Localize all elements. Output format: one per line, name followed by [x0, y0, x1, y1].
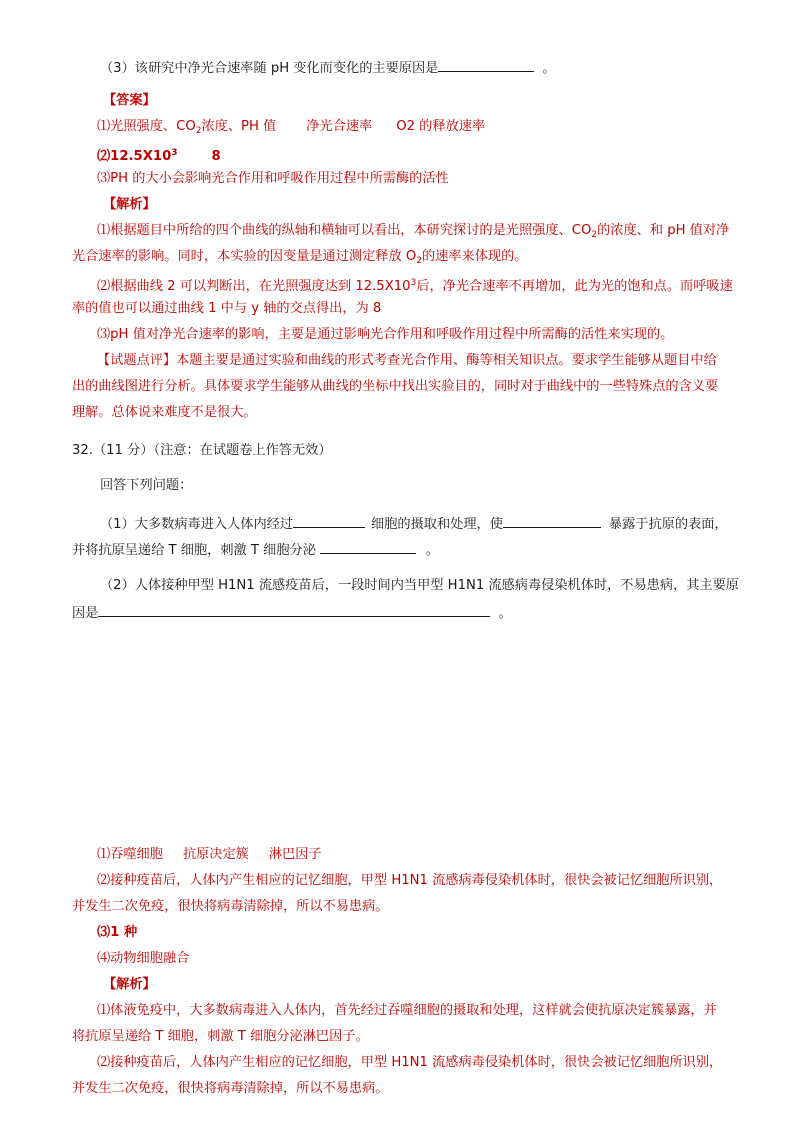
- question-32-intro: 回答下列问题：: [100, 478, 193, 493]
- answer-blank[interactable]: [320, 539, 416, 554]
- analysis2-p2-line-1: ⑵接种疫苗后，人体内产生相应的记忆细胞，甲型 H1N1 流感病毒侵染机体时，很快会被记忆细胞所识别，: [97, 1055, 723, 1070]
- question-32-sub2-line-2: 因是 。: [72, 602, 512, 624]
- analysis2-heading: 【解析】: [103, 977, 156, 992]
- answer-heading: 【答案】: [103, 93, 156, 108]
- answer2-line-4: ⑶1 种: [97, 925, 138, 940]
- question-32-title: 32.（11 分）（注意：在试题卷上作答无效）: [72, 443, 332, 458]
- answer-blank[interactable]: [438, 57, 534, 72]
- analysis2-p2-line-2: 并发生二次免疫，很快将病毒清除掉，所以不易患病。: [72, 1081, 389, 1096]
- answer2-line-3: 并发生二次免疫，很快将病毒清除掉，所以不易患病。: [72, 899, 389, 914]
- comment-line-2: 出的曲线图进行分析。具体要求学生能够从曲线的坐标中找出实验目的，同时对于曲线中的一些特殊点的含义要: [72, 379, 719, 394]
- question-3: （3）该研究中净光合速率随 pH 变化而变化的主要原因是 。: [100, 57, 556, 79]
- analysis-p3: ⑶pH 值对净光合速率的影响，主要是通过影响光合作用和呼吸作用过程中所需酶的活性来实现的。: [97, 327, 674, 342]
- analysis-p1-line-2: 光合速率的影响。同时，本实验的因变量是通过测定释放 $O_2$的速率来体现的。: [72, 249, 528, 266]
- question-32-sub1-line-1: （1）大多数病毒进入人体内经过 细胞的摄取和处理，使 暴露于抗原的表面，: [100, 513, 728, 535]
- answer-line-3: ⑶PH 的大小会影响光合作用和呼吸作用过程中所需酶的活性: [97, 171, 449, 186]
- answer-line-2: $⑵12.5X10^3$ 8: [97, 148, 221, 164]
- comment-line-1: 【试题点评】本题主要是通过实验和曲线的形式考查光合作用、酶等相关知识点。要求学生能够从题目中给: [97, 353, 717, 368]
- answer-blank[interactable]: [503, 513, 601, 528]
- answer-line-1: ⑴光照强度、$CO_2$浓度、PH 值 净光合速率 O2 的释放速率: [97, 119, 486, 136]
- question-32-sub1-line-2: 并将抗原呈递给 T 细胞，刺激 T 细胞分泌 。: [72, 539, 439, 561]
- analysis-p2-line-2: 率的值也可以通过曲线 1 中与 y 轴的交点得出，为 8: [72, 301, 382, 316]
- analysis2-p1-line-2: 将抗原呈递给 T 细胞，刺激 T 细胞分泌淋巴因子。: [72, 1029, 369, 1044]
- comment-line-3: 理解。总体说来难度不是很大。: [72, 405, 257, 420]
- answer-blank[interactable]: [293, 513, 365, 528]
- answer2-line-1: ⑴吞噬细胞 抗原决定簇 淋巴因子: [97, 847, 322, 862]
- answer-blank[interactable]: [98, 602, 490, 617]
- analysis2-p1-line-1: ⑴体液免疫中，大多数病毒进入人体内，首先经过吞噬细胞的摄取和处理，这样就会使抗原决定簇暴露，并: [97, 1003, 717, 1018]
- analysis-p2-line-1: ⑵根据曲线 2 可以判断出，在光照强度达到 $12.5X10^3$后，净光合速率不再增加，此为光的饱和点。而呼吸速: [97, 278, 733, 294]
- answer2-line-5: ⑷动物细胞融合: [97, 951, 190, 966]
- answer2-line-2: ⑵接种疫苗后，人体内产生相应的记忆细胞，甲型 H1N1 流感病毒侵染机体时，很快会被记忆细胞所识别，: [97, 873, 723, 888]
- analysis-heading: 【解析】: [103, 197, 156, 212]
- question-32-sub2-line-1: （2）人体接种甲型 H1N1 流感疫苗后，一段时间内当甲型 H1N1 流感病毒侵染机体时，不易患病，其主要原: [100, 578, 739, 593]
- analysis-p1-line-1: ⑴根据题目中所给的四个曲线的纵轴和横轴可以看出，本研究探讨的是光照强度、$CO_2$的浓度、和 pH 值对净: [97, 223, 730, 240]
